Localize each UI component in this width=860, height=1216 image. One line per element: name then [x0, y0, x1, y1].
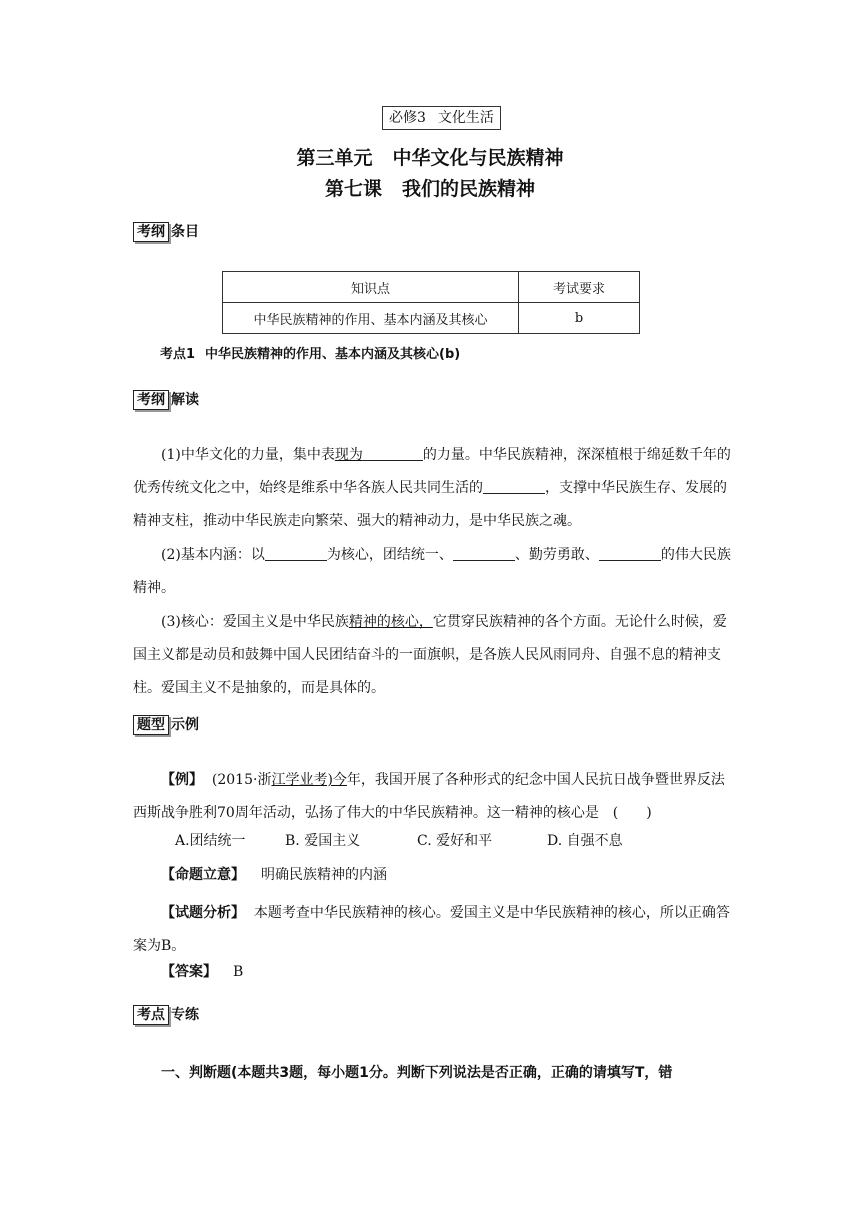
interpret-paragraph-1 [133, 439, 737, 538]
p2-text-d: 的伟大民族精神。 [133, 547, 731, 596]
p2-text-a: (2)基本内涵：以 [161, 547, 265, 563]
analysis-text: 本题考查中华民族精神的核心。爱国主义是中华民族精神的核心，所以正确答案为B。 [133, 905, 730, 954]
example-heading [133, 715, 199, 735]
p3-text-c: 它贯穿民族精神的各个方面。无论什么时候，爱国主义都是动员和鼓舞中国人民团结奋斗的一面旗帜，是各族人民风雨同舟、自强不息的精神支柱。爱国主义不是抽象的，而是具体的。 [133, 614, 727, 696]
interpret-badge: 考纲 [133, 390, 169, 410]
example-question-text: 年，我国开展了各种形式的纪念中国人民抗日战争暨世界反法西斯战争胜利70周年活动，弘扬了伟大的中华民族精神。这一精神的核心是 ( ) [133, 772, 725, 821]
book-label: 必修3 [389, 110, 426, 126]
answer-text: B [233, 964, 244, 980]
unit-number: 第三单元 [296, 147, 373, 169]
fill-blank[interactable] [265, 544, 327, 561]
option-b[interactable]: B. 爱国主义 [285, 833, 361, 849]
example-analysis [133, 897, 737, 963]
p1-text-a: (1)中华文化的力量，集中表 [161, 447, 335, 463]
unit-name: 中华文化与民族精神 [392, 147, 564, 169]
p1-text-b: 现为 [334, 447, 363, 463]
outline-table [222, 271, 640, 334]
p3-text-b: 精神的核心， [348, 614, 433, 630]
example-label: 【例】 [161, 772, 203, 788]
option-a[interactable]: A.团结统一 [175, 833, 246, 849]
example-badge: 题型 [133, 715, 169, 735]
intent-text: 明确民族精神的内涵 [261, 867, 387, 883]
example-heading-label: 示例 [171, 717, 199, 733]
fill-blank[interactable] [363, 444, 423, 461]
interpret-heading [133, 390, 199, 410]
unit-title [0, 143, 860, 170]
example-answer [161, 961, 243, 981]
fill-blank[interactable] [483, 477, 545, 494]
outline-badge: 考纲 [133, 222, 169, 242]
outline-heading-label: 条目 [171, 224, 199, 240]
book-title: 文化生活 [437, 110, 494, 126]
option-c[interactable]: C. 爱好和平 [417, 833, 493, 849]
example-source-b: 江学业考)今 [271, 772, 347, 788]
table-cell: b [519, 303, 640, 334]
example-intent [161, 864, 387, 884]
book-tag [382, 106, 501, 130]
practice-badge: 考点 [133, 1005, 169, 1025]
p2-text-b: 为核心，团结统一、 [326, 547, 453, 563]
interpret-heading-label: 解读 [171, 392, 199, 408]
outline-heading [133, 222, 199, 242]
analysis-label: 【试题分析】 [161, 905, 245, 921]
example-question [133, 764, 737, 830]
interpret-paragraph-2 [133, 539, 737, 605]
lesson-name: 我们的民族精神 [402, 178, 536, 200]
table-header-row [223, 272, 640, 303]
option-d[interactable]: D. 自强不息 [547, 833, 623, 849]
p3-text-a: (3)核心：爱国主义是中华民族 [161, 614, 349, 630]
intent-label: 【命题立意】 [161, 867, 245, 883]
lesson-title [0, 174, 860, 201]
interpret-paragraph-3 [133, 606, 737, 705]
kaodian-label: 考点1 [160, 347, 196, 362]
kaodian-title [160, 343, 460, 362]
practice-heading-label: 专练 [171, 1007, 199, 1023]
example-source-a: (2015·浙 [211, 772, 272, 788]
p1-text-d: ，支撑中华民族生存、发展的精神支柱，推动中华民族走向繁荣、强大的精神动力，是中华民族之魂。 [133, 480, 727, 529]
judge-instructions: 一、判断题(本题共3题，每小题1分。判断下列说法是否正确，正确的请填写T，错 [161, 1065, 673, 1081]
p2-text-c: 、勤劳勇敢、 [514, 547, 599, 563]
fill-blank[interactable] [453, 544, 515, 561]
p1-text-c: 的力量。中华民族精神，深深植根于绵延数千年的优秀传统文化之中，始终是维系中华各族人民共同生活的 [133, 447, 731, 496]
table-row [223, 303, 640, 334]
table-header-cell: 知识点 [223, 272, 519, 303]
fill-blank[interactable] [599, 544, 661, 561]
kaodian-text: 中华民族精神的作用、基本内涵及其核心(b) [205, 347, 461, 362]
lesson-number: 第七课 [324, 178, 382, 200]
answer-label: 【答案】 [161, 964, 217, 980]
example-options [175, 830, 623, 850]
table-header-cell: 考试要求 [519, 272, 640, 303]
practice-heading [133, 1005, 199, 1025]
table-cell: 中华民族精神的作用、基本内涵及其核心 [223, 303, 519, 334]
